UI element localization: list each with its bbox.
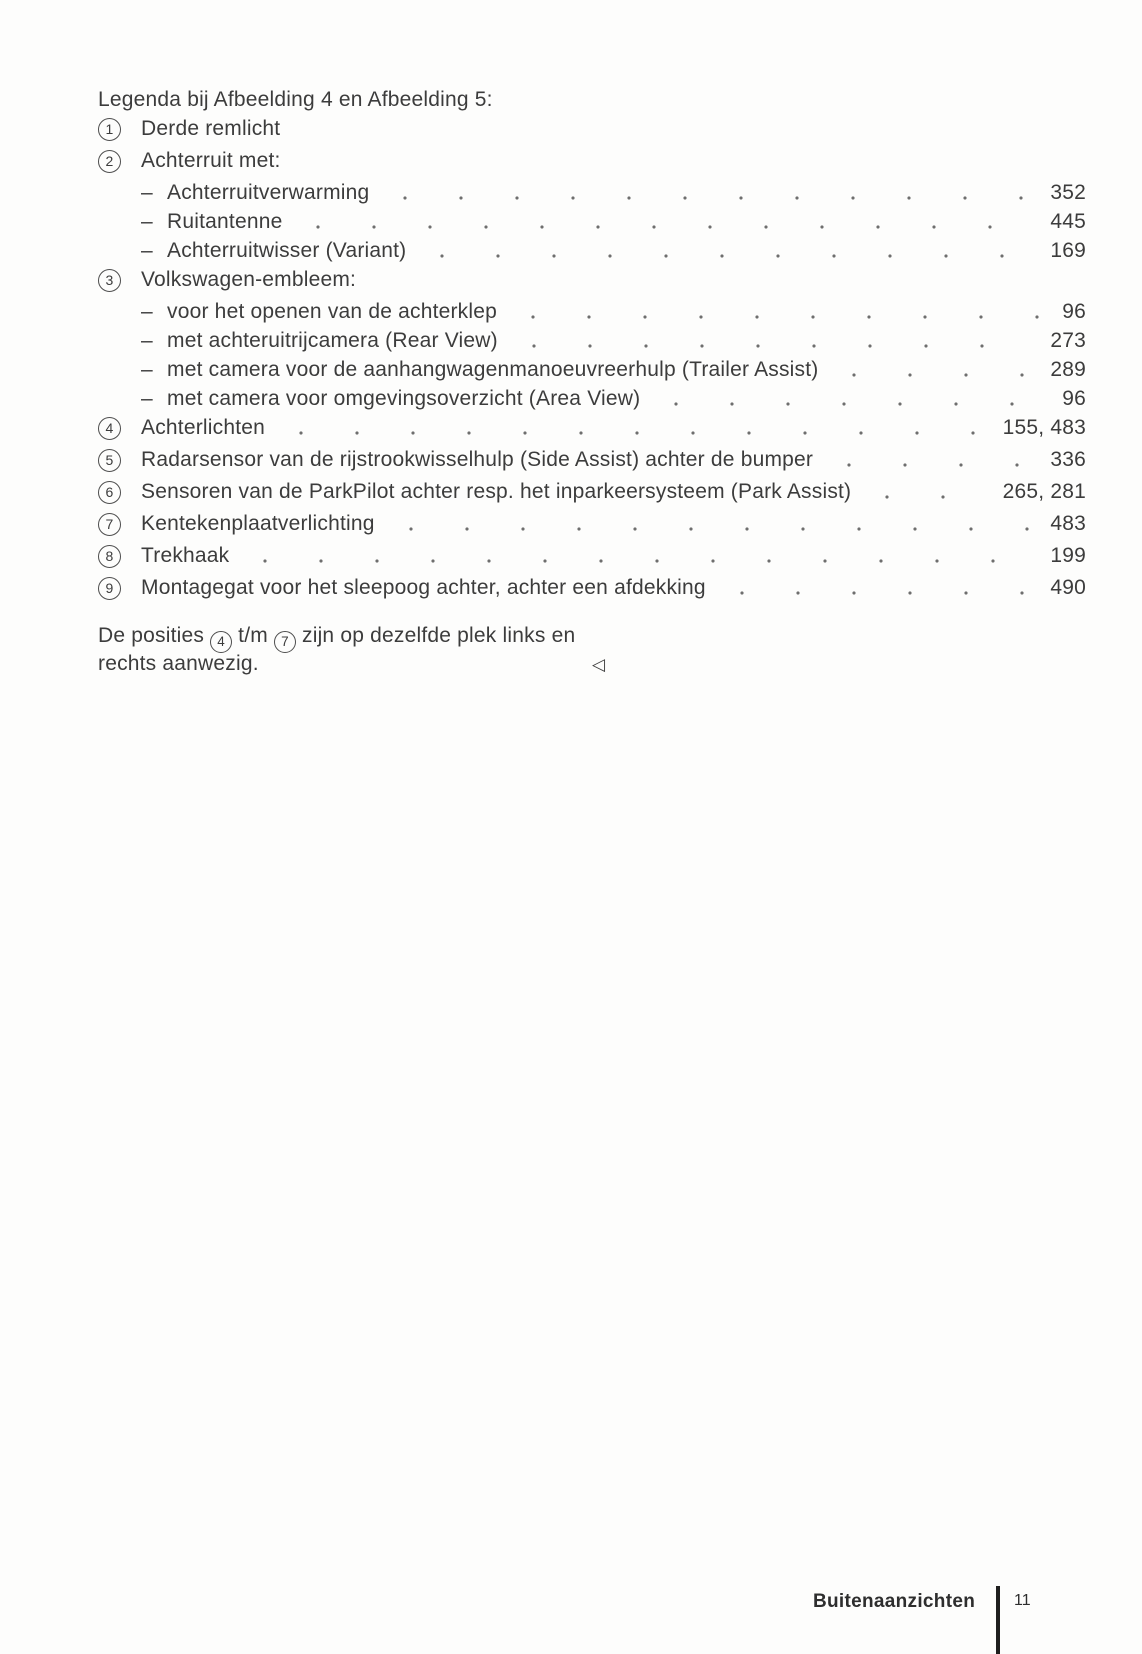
legend-item: [98, 544, 1086, 568]
page-ref: 483: [1050, 512, 1086, 535]
item-number-badge: [98, 513, 141, 536]
item-label: Radarsensor van de rijstrookwisselhulp (Side Assist) achter de bumper: [141, 448, 814, 471]
footnote-text: t/m: [232, 624, 274, 647]
subitem-dash: –: [141, 387, 153, 410]
subitem-label: Achterruitwisser (Variant): [167, 239, 407, 262]
item-number: 9: [98, 577, 121, 600]
subitem-label: Ruitantenne: [167, 210, 283, 233]
dot-leader: [389, 181, 1036, 205]
item-number: 5: [98, 449, 121, 472]
dot-leader: [518, 329, 1037, 353]
item-number-badge: [98, 481, 141, 504]
subitem-label: met camera voor de aanhangwagenmanoeuvreerhulp (Trailer Assist): [167, 358, 819, 381]
subitem-label: Achterruitverwarming: [167, 181, 370, 204]
item-number-badge: [98, 269, 141, 292]
footnote-line-1: [98, 622, 1086, 650]
item-label: Montagegat voor het sleepoog achter, achter een afdekking: [141, 576, 706, 599]
item-number-badge: [98, 150, 141, 173]
legend-subitem: [98, 210, 1086, 234]
item-label: Sensoren van de ParkPilot achter resp. het inparkeersysteem (Park Assist): [141, 480, 852, 503]
subitem-label: met camera voor omgevingsoverzicht (Area View): [167, 387, 641, 410]
item-label: Volkswagen-embleem:: [141, 268, 357, 291]
page-ref: 289: [1050, 358, 1086, 381]
page-ref: 155, 483: [1002, 416, 1086, 439]
footnote-text: De posities: [98, 624, 211, 647]
item-number: 3: [98, 269, 121, 292]
legend-subitem: [98, 181, 1086, 205]
legend-item: [98, 512, 1086, 536]
dot-leader: [833, 448, 1036, 472]
page-ref: 96: [1062, 300, 1086, 323]
dot-leader: [285, 416, 989, 440]
footnote-text: zijn op dezelfde plek links en: [295, 624, 576, 647]
page-ref: 336: [1050, 448, 1086, 471]
legend-subitem: [98, 387, 1086, 411]
legend-item: [98, 149, 1086, 173]
item-number: 7: [98, 513, 121, 536]
subitem-label: met achteruitrijcamera (Rear View): [167, 329, 498, 352]
item-label: Achterlichten: [141, 416, 265, 439]
legend-subitem: [98, 358, 1086, 382]
item-number: 1: [98, 118, 121, 141]
legend-subitem: [98, 300, 1086, 324]
item-number: 4: [98, 417, 121, 440]
page-ref: 169: [1050, 239, 1086, 262]
legend-item: [98, 448, 1086, 472]
subitem-dash: –: [141, 210, 153, 233]
subitem-dash: –: [141, 300, 153, 323]
footnote-text: rechts aanwezig.: [98, 652, 259, 675]
dot-leader: [517, 300, 1048, 324]
item-number-badge: [98, 118, 141, 141]
legend-item: [98, 576, 1086, 600]
dot-leader: [838, 358, 1036, 382]
dot-leader: [249, 544, 1036, 568]
dot-leader: [302, 210, 1036, 234]
item-number-badge: [98, 577, 141, 600]
footer-page-number: 11: [1014, 1592, 1031, 1609]
subitem-dash: –: [141, 329, 153, 352]
legend-subitem: [98, 329, 1086, 353]
footer-divider: [996, 1586, 1000, 1654]
dot-leader: [660, 387, 1048, 411]
subitem-label: voor het openen van de achterklep: [167, 300, 497, 323]
page-ref: 445: [1050, 210, 1086, 233]
item-label: Kentekenplaatverlichting: [141, 512, 375, 535]
subitem-dash: –: [141, 239, 153, 262]
page-ref: 199: [1050, 544, 1086, 567]
subitem-dash: –: [141, 358, 153, 381]
dot-leader: [426, 239, 1036, 263]
subitem-dash: –: [141, 181, 153, 204]
footnote-line-2: [98, 650, 1086, 678]
legend-section: [98, 88, 1086, 678]
footer-section-label: Buitenaanzichten: [813, 1591, 976, 1612]
item-number-badge: [98, 417, 141, 440]
item-label: Achterruit met:: [141, 149, 281, 172]
page-ref: 490: [1050, 576, 1086, 599]
inline-item-badge-4: 4: [210, 631, 232, 653]
legend-heading: Legenda bij Afbeelding 4 en Afbeelding 5:: [98, 88, 493, 111]
dot-leader: [726, 576, 1037, 600]
inline-item-badge-7: 7: [274, 631, 296, 653]
legend-item: [98, 480, 1086, 504]
page-ref: 352: [1050, 181, 1086, 204]
item-number-badge: [98, 545, 141, 568]
section-end-marker-icon: ◁: [592, 655, 606, 674]
legend-list: [98, 117, 1086, 600]
item-number: 6: [98, 481, 121, 504]
item-number-badge: [98, 449, 141, 472]
legend-item: [98, 117, 1086, 141]
item-label: Trekhaak: [141, 544, 230, 567]
item-number: 8: [98, 545, 121, 568]
dot-leader: [871, 480, 988, 504]
legend-item: [98, 268, 1086, 292]
item-number: 2: [98, 150, 121, 173]
page-ref: 96: [1062, 387, 1086, 410]
legend-item: [98, 416, 1086, 440]
item-label: Derde remlicht: [141, 117, 281, 140]
page-ref: 273: [1050, 329, 1086, 352]
legend-subitem: [98, 239, 1086, 263]
footnote: [98, 622, 1086, 678]
page-ref: 265, 281: [1002, 480, 1086, 503]
dot-leader: [395, 512, 1037, 536]
